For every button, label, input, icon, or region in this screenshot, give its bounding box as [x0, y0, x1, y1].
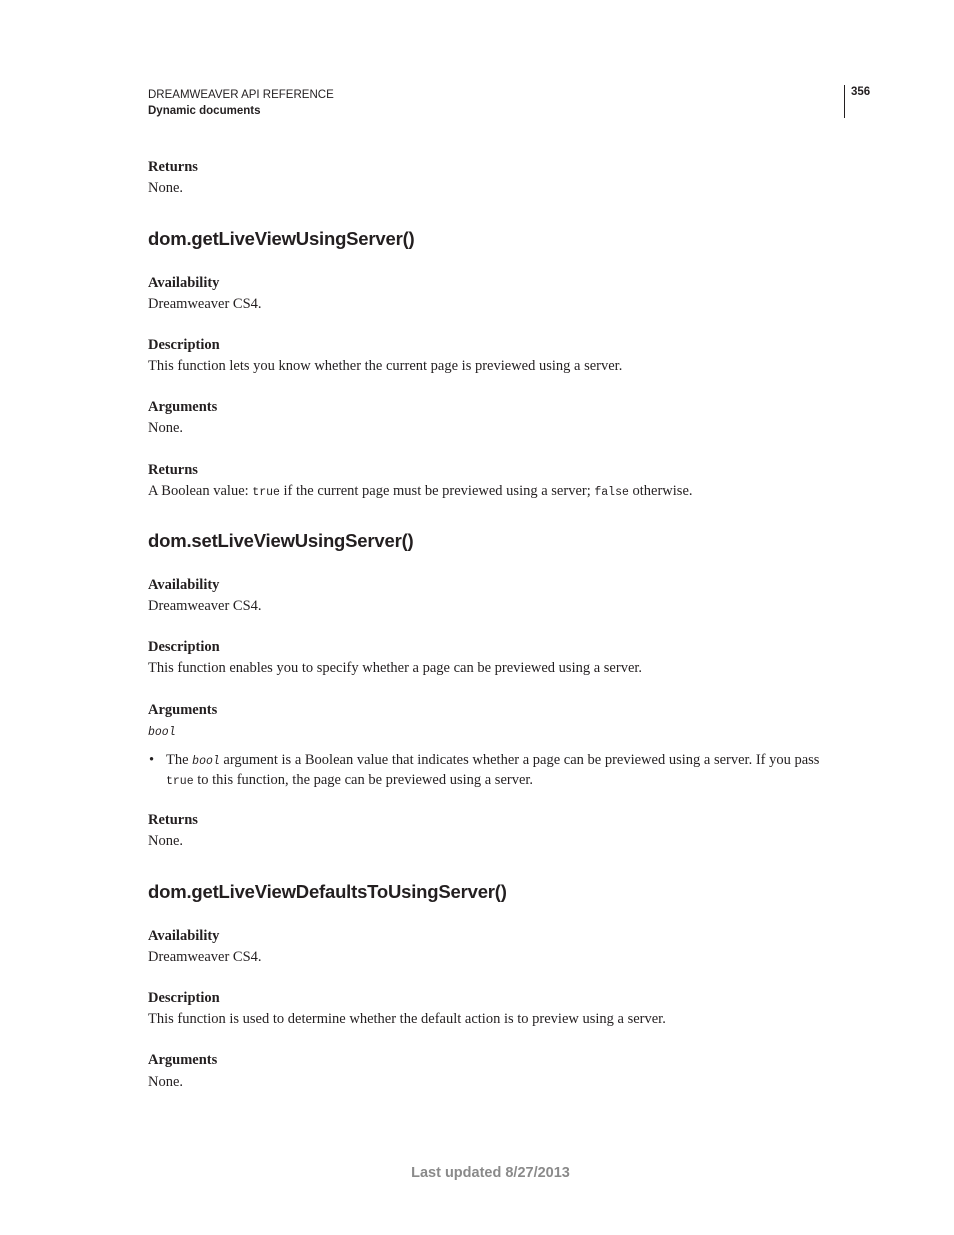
code-false: false — [594, 486, 629, 499]
description-text: This function is used to determine whether the default action is to preview using a server. — [148, 1011, 666, 1027]
description-text: This function enables you to specify whether a page can be previewed using a server. — [148, 660, 643, 676]
header-subtitle: Dynamic documents — [148, 105, 261, 117]
arguments-text: None. — [148, 1074, 184, 1090]
arguments-label: Arguments — [148, 702, 218, 718]
page-number: 356 — [851, 86, 871, 98]
code-bool: bool — [192, 755, 220, 768]
description-label: Description — [148, 337, 220, 353]
section-heading: dom.getLiveViewDefaultsToUsingServer() — [148, 881, 507, 902]
availability-label: Availability — [148, 577, 220, 593]
code-true: true — [166, 775, 194, 788]
returns-label: Returns — [148, 462, 198, 478]
code-true: true — [252, 486, 280, 499]
returns-text-part: A Boolean value: — [148, 483, 253, 499]
arguments-code — [148, 722, 838, 742]
availability-label: Availability — [148, 275, 220, 291]
description-label: Description — [148, 639, 220, 655]
code-bool: bool — [148, 726, 176, 739]
argument-bullet — [148, 751, 838, 791]
availability-label: Availability — [148, 928, 220, 944]
arguments-text: None. — [148, 420, 184, 436]
header-title: DREAMWEAVER API REFERENCE — [148, 89, 334, 101]
bullet-text-part: The — [166, 752, 193, 768]
bullet-text-part: argument is a Boolean value that indicates whether a page can be previewed using a server. If you pass — [219, 752, 820, 768]
section-heading: dom.setLiveViewUsingServer() — [148, 530, 414, 551]
description-label: Description — [148, 990, 220, 1006]
bullet-text-part: to this function, the page can be previewed using a server. — [193, 772, 534, 788]
availability-text: Dreamweaver CS4. — [148, 949, 262, 965]
arguments-label: Arguments — [148, 1052, 218, 1068]
description-text: This function lets you know whether the current page is previewed using a server. — [148, 358, 623, 374]
returns-text: None. — [148, 833, 184, 849]
returns-text: None. — [148, 180, 184, 196]
header-divider — [844, 85, 845, 118]
section-heading: dom.getLiveViewUsingServer() — [148, 228, 415, 249]
returns-text — [148, 482, 838, 502]
returns-label: Returns — [148, 812, 198, 828]
returns-label: Returns — [148, 159, 198, 175]
returns-text-part: if the current page must be previewed using a server; — [279, 483, 595, 499]
arguments-label: Arguments — [148, 399, 218, 415]
bullet-marker: • — [149, 752, 155, 768]
returns-text-part: otherwise. — [628, 483, 693, 499]
availability-text: Dreamweaver CS4. — [148, 598, 262, 614]
availability-text: Dreamweaver CS4. — [148, 296, 262, 312]
running-header — [148, 87, 334, 119]
footer-last-updated: Last updated 8/27/2013 — [411, 1165, 570, 1181]
